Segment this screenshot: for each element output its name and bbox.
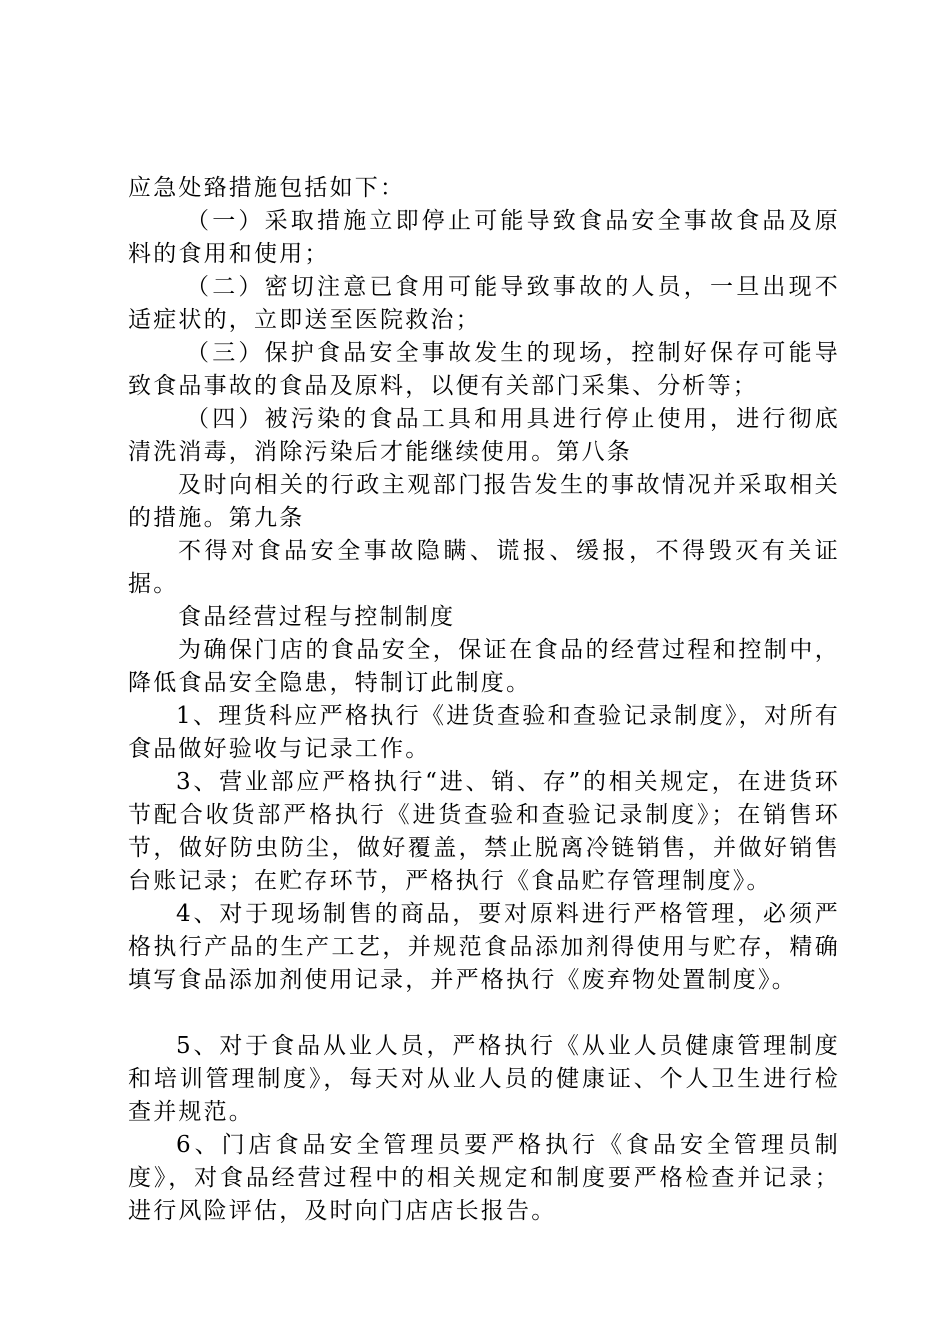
- paragraph-measure-2: （二）密切注意已食用可能导致事故的人员，一旦出现不适症状的，立即送至医院救治；: [128, 274, 840, 333]
- paragraph-report: 及时向相关的行政主观部门报告发生的事故情况并采取相关的措施。第九条: [128, 472, 840, 531]
- paragraph-measure-1: （一）采取措施立即停止可能导致食品安全事故食品及原料的食用和使用；: [128, 208, 840, 267]
- paragraph-item-3: 3、营业部应严格执行“进、销、存”的相关规定，在进货环节配合收货部严格执行《进货查验和查验记录制度》；在销售环节，做好防虫防尘，做好覆盖，禁止脱离冷链销售，并做好销售台账记录；在贮存环节，严格执行《食品贮存管理制度》。: [128, 769, 840, 894]
- paragraph-item-6: 6、门店食品安全管理员要严格执行《食品安全管理员制度》，对食品经营过程中的相关规定和制度要严格检查并记录；进行风险评估，及时向门店店长报告。: [128, 1132, 840, 1224]
- paragraph-emergency-intro: 应急处臵措施包括如下：: [128, 175, 406, 201]
- paragraph-purpose: 为确保门店的食品安全，保证在食品的经营过程和控制中，降低食品安全隐患，特制订此制度。: [128, 637, 840, 696]
- paragraph-measure-4: （四）被污染的食品工具和用具进行停止使用，进行彻底清洗消毒，消除污染后才能继续使用。第八条: [128, 406, 840, 465]
- paragraph-item-1: 1、理货科应严格执行《进货查验和查验记录制度》，对所有食品做好验收与记录工作。: [128, 703, 840, 762]
- section-heading: 食品经营过程与控制制度: [178, 604, 456, 630]
- paragraph-item-4: 4、对于现场制售的商品，要对原料进行严格管理，必须严格执行产品的生产工艺，并规范食品添加剂得使用与贮存，精确填写食品添加剂使用记录，并严格执行《废弃物处置制度》。: [128, 901, 840, 993]
- paragraph-item-5: 5、对于食品从业人员，严格执行《从业人员健康管理制度和培训管理制度》，每天对从业人员的健康证、个人卫生进行检查并规范。: [128, 1033, 840, 1125]
- document-body: [128, 172, 840, 1228]
- paragraph-measure-3: （三）保护食品安全事故发生的现场，控制好保存可能导致食品事故的食品及原料，以便有关部门采集、分析等；: [128, 340, 840, 399]
- paragraph-no-concealment: 不得对食品安全事故隐瞒、谎报、缓报，不得毁灭有关证据。: [128, 538, 840, 597]
